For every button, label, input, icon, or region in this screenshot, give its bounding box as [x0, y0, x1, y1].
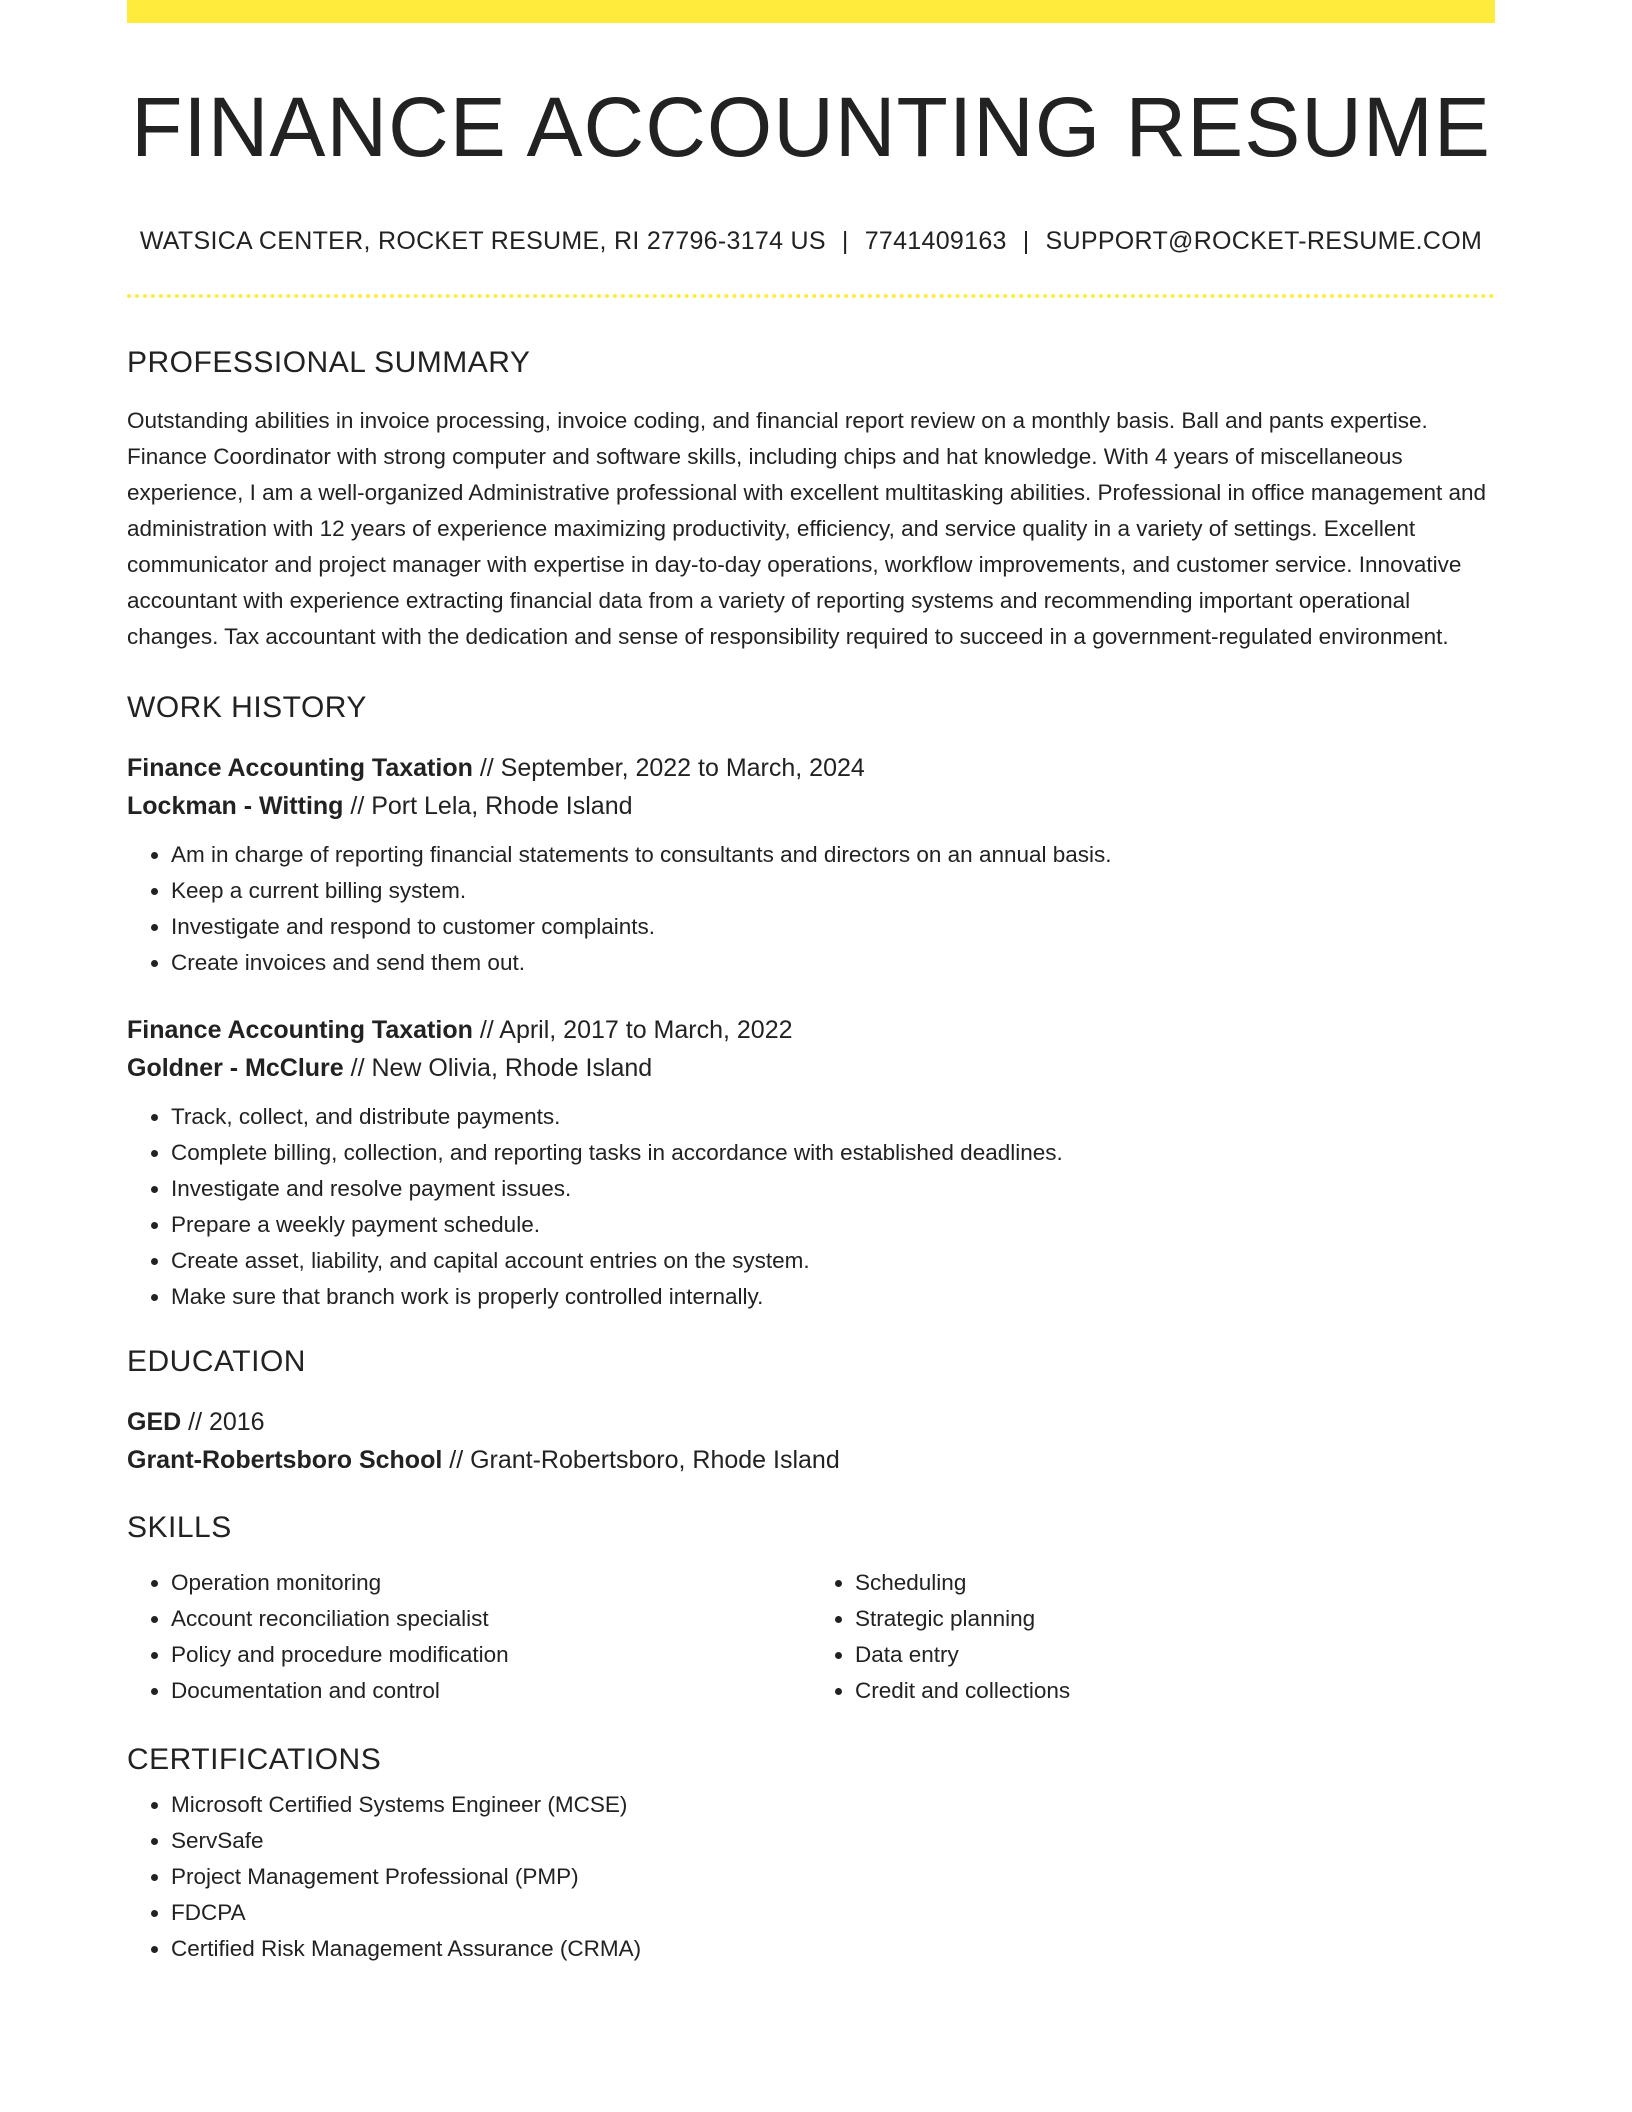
job-bullet: • Make sure that branch work is properly controlled internally.: [171, 1279, 1495, 1315]
job-bullets: [127, 1099, 1495, 1315]
job-bullet: • Prepare a weekly payment schedule.: [171, 1207, 1495, 1243]
job-dates: // September, 2022 to March, 2024: [472, 754, 865, 782]
job-bullet: • Create invoices and send them out.: [171, 945, 1495, 981]
job-location: // New Olivia, Rhode Island: [343, 1054, 653, 1082]
certification-item: • Microsoft Certified Systems Engineer (MCSE): [171, 1787, 1495, 1823]
job-entry: [127, 1011, 1495, 1315]
resume-page: [127, 0, 1495, 1967]
education-location: // Grant-Robertsboro, Rhode Island: [442, 1446, 840, 1474]
certifications-heading: CERTIFICATIONS: [127, 1743, 382, 1776]
resume-title: FINANCE ACCOUNTING RESUME: [131, 80, 1491, 174]
skill-item: • Documentation and control: [171, 1673, 811, 1709]
education-school: Grant-Robertsboro School: [127, 1446, 443, 1474]
job-dates: // April, 2017 to March, 2022: [472, 1016, 793, 1044]
summary-text: Outstanding abilities in invoice processing, invoice coding, and financial report review on a monthly basis. Ball and pants expertise. Finance Coordinator with strong computer and software skills, including chips and hat knowledge. With 4 years of miscellaneous experience, I am a well-organized Administrative professional with excellent multitasking abilities. Professional in office management and administration with 12 years of experience maximizing productivity, efficiency, and service quality in a variety of settings. Excellent communicator and project manager with expertise in day-to-day operations, workflow improvements, and customer service. Innovative accountant with experience extracting financial data from a variety of reporting systems and recommending important operational changes. Tax accountant with the dedication and sense of responsibility required to succeed in a government-regulated environment.: [127, 408, 1487, 649]
education-degree: GED: [127, 1408, 182, 1436]
contact-separator: |: [1022, 227, 1030, 255]
job-entry: [127, 749, 1495, 981]
skill-item: • Policy and procedure modification: [171, 1637, 811, 1673]
job-company: Goldner - McClure: [127, 1054, 344, 1082]
job-role: Finance Accounting Taxation: [127, 754, 473, 782]
skills-left-list: [127, 1565, 811, 1709]
certifications-list: [127, 1787, 1495, 1967]
education-degree-line: [127, 1403, 1495, 1441]
job-role-line: [127, 749, 1495, 787]
certification-item: • Certified Risk Management Assurance (CRMA): [171, 1931, 1495, 1967]
education-heading: EDUCATION: [127, 1345, 306, 1378]
dotted-divider: [127, 294, 1495, 298]
job-bullet: • Track, collect, and distribute payments.: [171, 1099, 1495, 1135]
contact-phone: 7741409163: [864, 227, 1007, 255]
job-company-line: [127, 787, 1495, 825]
skill-item: • Credit and collections: [855, 1673, 1495, 1709]
summary-heading: PROFESSIONAL SUMMARY: [127, 346, 531, 379]
education-year: // 2016: [181, 1408, 265, 1436]
skill-item: • Strategic planning: [855, 1601, 1495, 1637]
certification-item: • ServSafe: [171, 1823, 1495, 1859]
contact-address: WATSICA CENTER, ROCKET RESUME, RI 27796-3174 US: [139, 227, 826, 255]
job-role-line: [127, 1011, 1495, 1049]
job-bullet: • Complete billing, collection, and reporting tasks in accordance with established deadlines.: [171, 1135, 1495, 1171]
job-bullet: • Investigate and respond to customer complaints.: [171, 909, 1495, 945]
work-history-heading: WORK HISTORY: [127, 691, 367, 724]
education-entry: [127, 1403, 1495, 1479]
skills-heading: SKILLS: [127, 1511, 232, 1544]
job-location: // Port Lela, Rhode Island: [343, 792, 633, 820]
skill-item: • Account reconciliation specialist: [171, 1601, 811, 1637]
job-company: Lockman - Witting: [127, 792, 344, 820]
skills-right-list: [811, 1565, 1495, 1709]
contact-line: [127, 227, 1495, 256]
skill-item: • Scheduling: [855, 1565, 1495, 1601]
skill-item: • Data entry: [855, 1637, 1495, 1673]
contact-separator: |: [841, 227, 849, 255]
education-school-line: [127, 1441, 1495, 1479]
job-role: Finance Accounting Taxation: [127, 1016, 473, 1044]
job-company-line: [127, 1049, 1495, 1087]
contact-email: SUPPORT@ROCKET-RESUME.COM: [1045, 227, 1483, 255]
job-bullet: • Am in charge of reporting financial statements to consultants and directors on an annual basis.: [171, 837, 1495, 873]
skill-item: • Operation monitoring: [171, 1565, 811, 1601]
certification-item: • Project Management Professional (PMP): [171, 1859, 1495, 1895]
skills-columns: [127, 1565, 1495, 1709]
job-bullet: • Investigate and resolve payment issues.: [171, 1171, 1495, 1207]
job-bullet: • Create asset, liability, and capital account entries on the system.: [171, 1243, 1495, 1279]
job-bullets: [127, 837, 1495, 981]
certification-item: • FDCPA: [171, 1895, 1495, 1931]
job-bullet: • Keep a current billing system.: [171, 873, 1495, 909]
top-accent-bar: [127, 0, 1495, 23]
